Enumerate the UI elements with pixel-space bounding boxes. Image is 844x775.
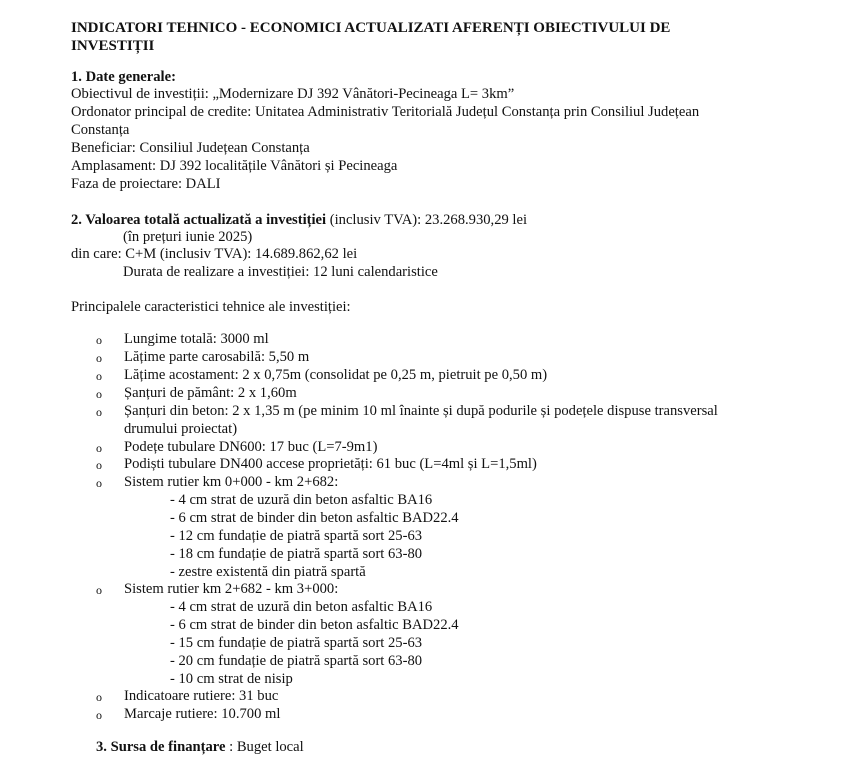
ordonator-line1: Ordonator principal de credite: Unitatea Administrativ Teritorială Județul Constanța prin Consiliul Județean xyxy=(71,104,700,120)
sistem1-layer: - 18 cm fundație de piatră spartă sort 63-80 xyxy=(170,546,423,562)
section3-value: : Buget local xyxy=(225,739,304,755)
list-item-santuri-beton: Șanțuri din beton: 2 x 1,35 m (pe minim 10 ml înainte și după podurile și podețele dispuse transversal xyxy=(124,403,718,419)
list-item-latime-acostament: Lățime acostament: 2 x 0,75m (consolidat pe 0,25 m, pietruit pe 0,50 m) xyxy=(124,367,548,383)
bullet-marker: o xyxy=(96,690,102,704)
section1-heading: 1. Date generale: xyxy=(71,69,176,85)
sistem1-layer: - zestre existentă din piatră spartă xyxy=(170,564,366,580)
list-item-santuri-pamant: Șanțuri de pământ: 2 x 1,60m xyxy=(124,385,297,401)
list-item-indicatoare: Indicatoare rutiere: 31 buc xyxy=(124,688,279,704)
bullet-marker: o xyxy=(96,708,102,722)
sistem2-layer: - 4 cm strat de uzură din beton asfaltic BA16 xyxy=(170,599,433,615)
amplasament-line: Amplasament: DJ 392 localitățile Vânători și Pecineaga xyxy=(71,158,398,174)
sistem2-layer: - 20 cm fundație de piatră spartă sort 63-80 xyxy=(170,653,423,669)
bullet-marker: o xyxy=(96,405,102,419)
prices-note: (în prețuri iunie 2025) xyxy=(123,229,253,245)
list-item-podete: Podețe tubulare DN600: 17 buc (L=7-9m1) xyxy=(124,439,378,455)
faza-line: Faza de proiectare: DALI xyxy=(71,176,221,192)
section3-line xyxy=(96,738,304,756)
bullet-marker: o xyxy=(96,351,102,365)
bullet-marker: o xyxy=(96,441,102,455)
sistem1-layer: - 6 cm strat de binder din beton asfaltic BAD22.4 xyxy=(170,510,459,526)
sistem2-layer: - 10 cm strat de nisip xyxy=(170,671,293,687)
document-title-line1: INDICATORI TEHNICO - ECONOMICI ACTUALIZATI AFERENȚI OBIECTIVULUI DE xyxy=(71,20,671,36)
bullet-marker: o xyxy=(96,387,102,401)
bullet-marker: o xyxy=(96,583,102,597)
sistem2-layer: - 6 cm strat de binder din beton asfaltic BAD22.4 xyxy=(170,617,459,633)
objective-line: Obiectivul de investiții: „Modernizare DJ 392 Vânători-Pecineaga L= 3km” xyxy=(71,86,515,102)
sistem1-layer: - 4 cm strat de uzură din beton asfaltic BA16 xyxy=(170,492,433,508)
characteristics-heading: Principalele caracteristici tehnice ale investiției: xyxy=(71,299,351,315)
bullet-marker: o xyxy=(96,476,102,490)
list-item-sistem-rutier-2: Sistem rutier km 2+682 - km 3+000: xyxy=(124,581,339,597)
section2-value-line xyxy=(71,211,527,229)
bullet-marker: o xyxy=(96,369,102,383)
list-item-lungime: Lungime totală: 3000 ml xyxy=(124,331,269,347)
beneficiar-line: Beneficiar: Consiliul Județean Constanța xyxy=(71,140,310,156)
sistem2-layer: - 15 cm fundație de piatră spartă sort 25-63 xyxy=(170,635,423,651)
sistem1-layer: - 12 cm fundație de piatră spartă sort 25-63 xyxy=(170,528,423,544)
bullet-marker: o xyxy=(96,458,102,472)
bullet-marker: o xyxy=(96,333,102,347)
list-item-santuri-beton-cont: drumului proiectat) xyxy=(124,421,238,437)
list-item-sistem-rutier-1: Sistem rutier km 0+000 - km 2+682: xyxy=(124,474,339,490)
ordonator-line2: Constanța xyxy=(71,122,130,138)
section2-value: (inclusiv TVA): 23.268.930,29 lei xyxy=(326,212,528,228)
din-care-line: din care: C+M (inclusiv TVA): 14.689.862,62 lei xyxy=(71,246,358,262)
list-item-latime-carosabila: Lățime parte carosabilă: 5,50 m xyxy=(124,349,310,365)
list-item-podisti: Podiști tubulare DN400 accese proprietăți: 61 buc (L=4ml și L=1,5ml) xyxy=(124,456,537,472)
section3-heading: 3. Sursa de finanțare xyxy=(96,739,226,755)
list-item-marcaje: Marcaje rutiere: 10.700 ml xyxy=(124,706,281,722)
section2-heading: 2. Valoarea totală actualizată a investiției xyxy=(71,212,327,228)
document-title-line2: INVESTIȚII xyxy=(71,38,155,54)
durata-line: Durata de realizare a investiției: 12 luni calendaristice xyxy=(123,264,438,280)
